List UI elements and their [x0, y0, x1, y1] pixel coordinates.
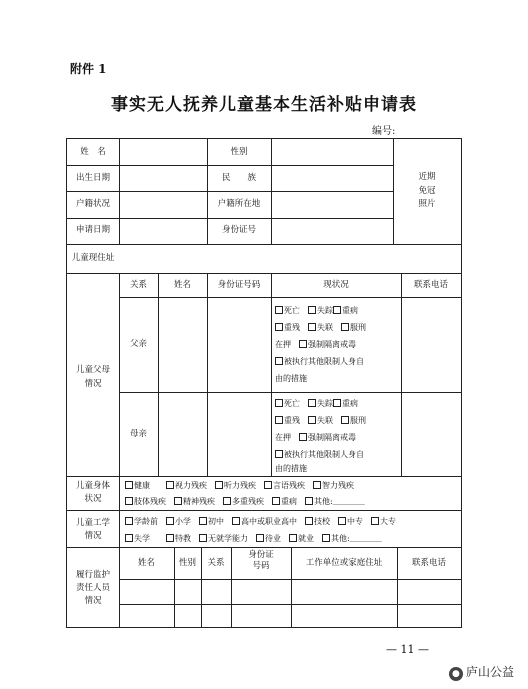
checkbox[interactable] — [166, 534, 174, 542]
checkbox[interactable] — [166, 517, 174, 525]
guardian-id-header: 身份证 号码 — [248, 550, 274, 571]
checkbox[interactable] — [275, 306, 283, 314]
father-status-line5: 由的措施 — [275, 374, 307, 383]
study-row2: 失学 特教 无就学能力 待业 就业 其他:＿＿＿＿ — [125, 530, 382, 547]
study-label: 儿童工学 情况 — [75, 518, 110, 541]
checkbox[interactable] — [215, 481, 223, 489]
address-label: 儿童现住址 — [71, 253, 115, 263]
checkbox[interactable] — [308, 416, 316, 424]
checkbox[interactable] — [125, 534, 133, 542]
parent-name-header: 姓名 — [173, 280, 191, 290]
checkbox[interactable] — [264, 481, 272, 489]
checkbox[interactable] — [371, 517, 379, 525]
parents-label: 儿童父母 情况 — [75, 365, 110, 389]
checkbox[interactable] — [272, 497, 280, 505]
checkbox[interactable] — [125, 517, 133, 525]
checkbox[interactable] — [199, 534, 207, 542]
health-label: 儿童身体 状况 — [75, 481, 110, 504]
guardian-work-header: 工作单位或家庭住址 — [305, 558, 383, 568]
ethnicity-label: 民 族 — [221, 173, 256, 183]
checkbox[interactable] — [275, 450, 283, 458]
checkbox[interactable] — [199, 517, 207, 525]
study-row1: 学龄前 小学 初中 高中或职业高中 技校 中专 大专 — [125, 513, 396, 530]
application-form — [66, 138, 462, 628]
father-status-line4: 被执行其他限制人身自 — [275, 353, 364, 370]
guardian-label: 履行监护 责任人员 情况 — [75, 570, 110, 606]
checkbox[interactable] — [338, 517, 346, 525]
father-label: 父亲 — [129, 339, 147, 349]
checkbox[interactable] — [322, 534, 330, 542]
id-number-label: 身份证号 — [221, 225, 256, 235]
checkbox[interactable] — [341, 416, 349, 424]
checkbox[interactable] — [125, 497, 133, 505]
gender-label: 性别 — [230, 147, 248, 157]
mother-status-line5: 由的措施 — [275, 464, 307, 473]
checkbox[interactable] — [275, 323, 283, 331]
watermark: ● 庐山公益 — [449, 663, 514, 681]
checkbox[interactable] — [256, 534, 264, 542]
current-status-header: 现状况 — [323, 280, 349, 290]
name-label: 姓 名 — [80, 147, 106, 157]
mother-status-line2: 重残 失联 服刑 — [275, 412, 366, 429]
checkbox[interactable] — [174, 497, 182, 505]
checkbox[interactable] — [223, 497, 231, 505]
mother-label: 母亲 — [129, 429, 147, 439]
health-row2: 肢体残疾 精神残疾 多重残疾 重病 其他:＿＿＿＿ — [125, 493, 365, 510]
form-title: 事实无人抚养儿童基本生活补贴申请表 — [111, 95, 417, 115]
checkbox[interactable] — [333, 399, 341, 407]
dob-label: 出生日期 — [75, 173, 110, 183]
checkbox[interactable] — [313, 481, 321, 489]
hukou-status-label: 户籍状况 — [75, 199, 110, 209]
checkbox[interactable] — [275, 357, 283, 365]
checkbox[interactable] — [308, 399, 316, 407]
parent-id-header: 身份证号码 — [217, 280, 261, 290]
hukou-location-label: 户籍所在地 — [217, 199, 261, 209]
checkbox[interactable] — [308, 306, 316, 314]
mother-status-line1: 死亡 失踪 重病 — [275, 395, 358, 412]
checkbox[interactable] — [166, 481, 174, 489]
page-number: — 11 — — [386, 643, 429, 656]
father-status-line1: 死亡 失踪 重病 — [275, 302, 358, 319]
attachment-label: 附件 1 — [70, 62, 107, 76]
checkbox[interactable] — [275, 416, 283, 424]
checkbox[interactable] — [232, 517, 240, 525]
guardian-gender-header: 性别 — [178, 558, 196, 568]
checkbox[interactable] — [289, 534, 297, 542]
relation-header: 关系 — [129, 280, 147, 290]
health-row1: 健康 视力残疾 听力残疾 言语残疾 智力残疾 — [125, 477, 354, 494]
mother-status-line3: 在押 强制隔离戒毒 — [275, 433, 356, 442]
checkbox[interactable] — [305, 497, 313, 505]
wechat-logo-icon: ● — [449, 667, 463, 681]
guardian-name-header: 姓名 — [137, 558, 155, 568]
father-status-line2: 重残 失联 服刑 — [275, 319, 366, 336]
checkbox[interactable] — [341, 323, 349, 331]
phone-header: 联系电话 — [413, 280, 448, 290]
guardian-relation-header: 关系 — [207, 558, 225, 568]
checkbox[interactable] — [299, 433, 307, 441]
guardian-phone-header: 联系电话 — [411, 558, 446, 568]
apply-date-label: 申请日期 — [75, 225, 110, 235]
checkbox[interactable] — [299, 340, 307, 348]
checkbox[interactable] — [333, 306, 341, 314]
photo-label: 近期 免冠 照片 — [418, 172, 436, 210]
serial-number-label: 编号: — [372, 126, 396, 137]
mother-status-line4: 被执行其他限制人身自 — [275, 446, 364, 463]
checkbox[interactable] — [305, 517, 313, 525]
checkbox[interactable] — [308, 323, 316, 331]
checkbox[interactable] — [275, 399, 283, 407]
checkbox[interactable] — [125, 481, 133, 489]
father-status-line3: 在押 强制隔离戒毒 — [275, 340, 356, 349]
